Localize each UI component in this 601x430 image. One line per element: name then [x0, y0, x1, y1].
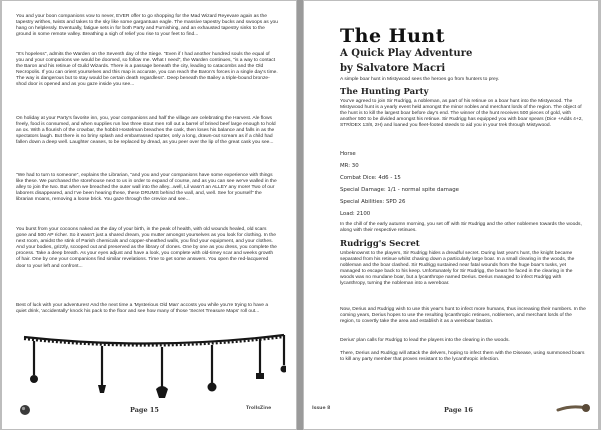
footer-mark: TrollsZine — [246, 406, 272, 411]
intro-text: A simple boar hunt in Mistywood sees the heroes go from hunters to prey. — [340, 77, 500, 82]
secret-paragraph: There, Derius and Rudrigg will attack the delvers, hoping to infect them with the Disease, using summoned boars to kill any party member that proves resistant to the lycanthropic infection. — [340, 351, 585, 363]
left-paragraph: On holiday at your Party's favorite inn, you, your companions and half the village are celebrating the Harvest. Ale flows freely, food is consumed, and when supplies run low three stout men roll out a barrel of brined beef large enough to hold an ox. With a flourish of the crowbar, the hobbit Hostelman breaches the cask, then loses his balance and falls in as the spectators laugh. But there is no briny splash and embarrassed sputter, only a long, drawn-out scream as if a child had fallen down a deep well. Laughter ceases, to be replaced by dread, as you peer over the lip of the great cask you see... — [16, 116, 276, 146]
page-number: Page 15 — [130, 406, 159, 414]
left-paragraph: You and your boon companions vow to never, EVER offer to go shopping for the Mad Wizard Reyevare again as the tapestry writhes, twists and takes to the sky like some gargantuan eagle. The massive tapestry bucks and swoops as you hang on helplessly. Eventually, fatigue sets in for both Party and Furnishing, and an exhausted tapestry sinks to the ground in some remote valley. Breathing a sigh of relief you rise to your feet to find... — [16, 14, 278, 38]
page-gutter — [297, 0, 303, 430]
section-heading: Rudrigg's Secret — [340, 239, 420, 249]
right-page — [304, 1, 598, 429]
left-paragraph: "We had to turn to someone", explains the Librarian, "and you and your companions have some experience with things like these. We purchased the storehouse next to us in order to expand of course, and as you can see we've walled in the alley to join the two. But when we breached the outer wall into the alley...well, Lil wasn't an ALLEY any more! Two of our laborers disappeared, and I've been hearing these, these DRUMS behind the wall, and, well. See for yourself" the librarian moans, removing a loose brick. You gaze through the crevice and see... — [16, 173, 277, 203]
page-number: Page 16 — [444, 406, 473, 414]
spiked-ball-icon — [18, 403, 32, 417]
departure-text: In the chill of the early autumn morning, you set off with Sir Rudrigg and the other noblemen towards the woods, along with their respective retinues. — [340, 222, 582, 234]
adventure-title: The Hunt — [340, 25, 446, 47]
horse-stat: Special Damage: 1/1 - normal spite damage — [340, 187, 459, 193]
secret-paragraph: Unbeknownst to the players, Sir Rudrigg hides a dreadful secret. During last year's hunt, the knight became separated from his retinue whilst chasing down a particularly large boar. In a small clearing in the woods, the nobleman and the boar clashed. Sir Rudrigg sustained near fatal wounds from the huge boar's tusks, yet managed to escape back to his keep. Unfortunately for Sir Rudrigg, the beast he faced in the clearing in the woods was no mundane boar, but a lycanthrope named Derius. Derius managed to infect Rudrigg with lycanthropy, turning the nobleman into a wereboar. — [340, 251, 575, 287]
left-paragraph: "It's hopeless", admits the Warden on the Seventh day of the Siege. "Even if I had another hundred souls the equal of you and your companions we would be doomed, so follow me. What I need", the Warden continues, "is a way to contact the Baron and his retinue of Guild Wizards. There is a passage beneath the city, leading to catacombs and the Old Necropolis. If you can orient yourselves and this map is accurate, you can reach the Baron's forces in a single day's time. The way is dangerous but to stay would be certain death regardless". Deep beneath the Bailey a triple-bound bronze-shod door is opened and as you gaze inside you see... — [16, 52, 278, 88]
horse-stat: Special Abilities: SPD 26 — [340, 199, 406, 205]
horse-heading: Horse — [340, 151, 356, 157]
section-heading: The Hunting Party — [340, 87, 429, 97]
horse-stat: MR: 30 — [340, 163, 359, 169]
spiked-mace-icon — [556, 401, 592, 415]
horse-stat: Combat Dice: 4d6 - 15 — [340, 175, 401, 181]
secret-paragraph: Now, Derius and Rudrigg wish to use this year's hunt to infect more humans, thus increasing their numbers. In the coming years, Derius hopes to use the resulting lycanthropic retinues, noblemen, and merchant lords of the region, to covertly take the area and establish it as a wereboar bastion. — [340, 307, 586, 325]
horse-stat: Load: 2100 — [340, 211, 371, 217]
adventure-subtitle: A Quick Play Adventure — [340, 48, 473, 59]
left-paragraph: Best of luck with your adventures! And the next time a 'Mysterious Old Man' accosts you while you're trying to have a quiet drink, 'accidentally' knock his pack to the floor and see how many of those 'Secret Treasure Maps' roll out... — [16, 303, 269, 315]
hanging-chains-illustration — [22, 329, 286, 401]
left-page — [2, 1, 296, 429]
secret-paragraph: Derius' plan calls for Rudrigg to lead the players into the clearing in the woods. — [340, 338, 510, 343]
issue-mark: Issue 8 — [312, 406, 331, 411]
left-paragraph: You burst from your cocoons naked as the day of your birth, in the peak of health, with old wounds healed, old scars gone and 500 AP richer. So it wasn't just a shared dream, you mutter amongst yourselves as you look for clothing. In the next room, amidst the stink of Parish chemicals and copper-sheathed walls, you find your equipment, and your clothes. And your bodies, grizzly, scooped out and preserved as the library of clones. One by one as you dress, you complete the process. Take a deep breath. As your eyes adjust and have a look, you complete with old-timey scar and weeks growth of hair. One by one your companions find similar revelations. Time to get some answers. You open the red-lacquered door to your left and confront... — [16, 227, 277, 269]
author-byline: by Salvatore Macri — [340, 63, 446, 74]
hunting-party-text: You've agreed to join Sir Rudrigg, a nobleman, as part of his retinue on a boar hunt into the Mistywood. The Mistywood hunt is a yearly event held amongst the minor nobles and merchant lords of the region. The object of the hunt is to kill the largest boar before day's end. The winner of the hunt receives 500 pieces of gold, with another 500 to be divided amongst his retinue. Sir Rudrigg has equipped you with boar spears (Dice +Adds 4+2, STR/DEX 13/8, 2H) and loaned you fleet-footed steeds to aid you in your trek through Mistywood. — [340, 99, 583, 129]
